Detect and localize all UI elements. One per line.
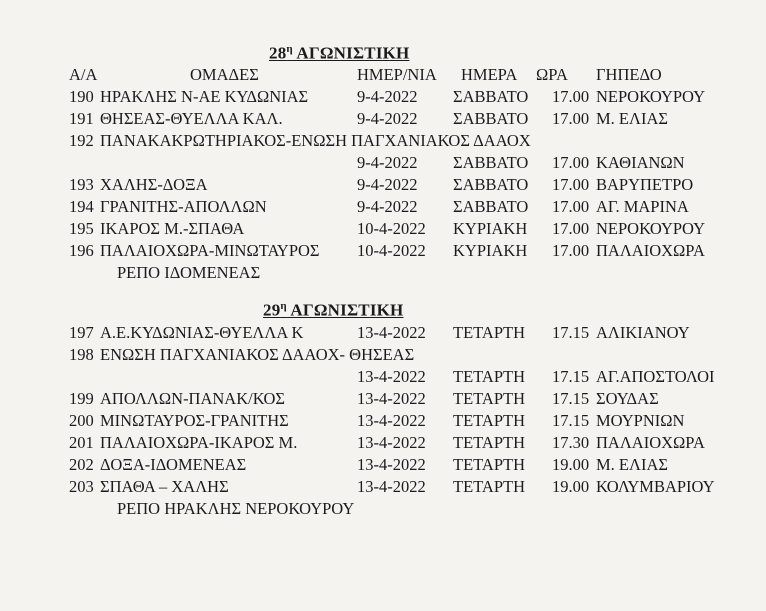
match-date: 13-4-2022	[357, 477, 426, 496]
match-number: 196	[69, 241, 94, 260]
match-day: ΣΑΒΒΑΤΟ	[453, 87, 529, 106]
match-date: 13-4-2022	[357, 455, 426, 474]
match-teams: ΠΑΛΑΙΟΧΩΡΑ-ΙΚΑΡΟΣ Μ.	[100, 433, 298, 452]
match-field: ΝΕΡΟΚΟΥΡΟΥ	[596, 87, 706, 106]
match-number: 202	[69, 455, 94, 474]
match-teams: ΕΝΩΣΗ ΠΑΓΧΑΝΙΑΚΟΣ ΔΑΑΟΧ- ΘΗΣΕΑΣ	[100, 345, 415, 364]
match-day: ΚΥΡΙΑΚΗ	[453, 219, 528, 238]
match-field: ΜΟΥΡΝΙΩΝ	[596, 411, 685, 430]
table-row	[0, 152, 766, 174]
match-date: 13-4-2022	[357, 433, 426, 452]
match-teams: ΔΟΞΑ-ΙΔΟΜΕΝΕΑΣ	[100, 455, 247, 474]
match-number: 200	[69, 411, 94, 430]
bye-note-text: ΡΕΠΟ ΙΔΟΜΕΝΕΑΣ	[117, 263, 261, 282]
match-field: Μ. ΕΛΙΑΣ	[596, 455, 668, 474]
match-teams: ΗΡΑΚΛΗΣ Ν-ΑΕ ΚΥΔΩΝΙΑΣ	[100, 87, 309, 106]
table-row	[0, 196, 766, 218]
match-number: 199	[69, 389, 94, 408]
match-number: 197	[69, 323, 94, 342]
match-day: ΤΕΤΑΡΤΗ	[453, 433, 526, 452]
header-time: ΩΡΑ	[536, 65, 568, 84]
match-time: 17.15	[552, 411, 590, 430]
table-row	[0, 344, 766, 366]
match-time: 17.00	[552, 175, 590, 194]
table-row	[0, 432, 766, 454]
match-day: ΤΕΤΑΡΤΗ	[453, 323, 526, 342]
match-number: 195	[69, 219, 94, 238]
match-day: ΣΑΒΒΑΤΟ	[453, 153, 529, 172]
match-field: ΑΓ. ΜΑΡΙΝΑ	[596, 197, 689, 216]
match-time: 17.00	[552, 197, 590, 216]
table-row	[0, 240, 766, 262]
match-day: ΤΕΤΑΡΤΗ	[453, 367, 526, 386]
header-field: ΓΗΠΕΔΟ	[596, 65, 662, 84]
match-field: ΑΛΙΚΙΑΝΟΥ	[596, 323, 690, 342]
match-number: 203	[69, 477, 94, 496]
match-field: ΚΑΘΙΑΝΩΝ	[596, 153, 685, 172]
match-time: 17.15	[552, 323, 590, 342]
match-time: 17.00	[552, 219, 590, 238]
match-day: ΣΑΒΒΑΤΟ	[453, 109, 529, 128]
match-date: 9-4-2022	[357, 197, 418, 216]
match-day: ΚΥΡΙΑΚΗ	[453, 241, 528, 260]
table-row	[0, 218, 766, 240]
match-teams: ΣΠΑΘΑ – ΧΑΛΗΣ	[100, 477, 229, 496]
match-number: 190	[69, 87, 94, 106]
match-time: 19.00	[552, 455, 590, 474]
match-time: 17.00	[552, 153, 590, 172]
match-teams: ΧΑΛΗΣ-ΔΟΞΑ	[100, 175, 208, 194]
match-date: 13-4-2022	[357, 323, 426, 342]
match-day: ΤΕΤΑΡΤΗ	[453, 411, 526, 430]
match-time: 17.00	[552, 241, 590, 260]
match-time: 17.00	[552, 109, 590, 128]
match-date: 13-4-2022	[357, 411, 426, 430]
match-time: 19.00	[552, 477, 590, 496]
match-date: 13-4-2022	[357, 389, 426, 408]
match-number: 201	[69, 433, 94, 452]
match-time: 17.15	[552, 389, 590, 408]
match-number: 191	[69, 109, 94, 128]
match-teams: ΑΠΟΛΛΩΝ-ΠΑΝΑΚ/ΚΟΣ	[100, 389, 286, 408]
match-teams: ΠΑΝΑΚΑΚΡΩΤΗΡΙΑΚΟΣ-ΕΝΩΣΗ ΠΑΓΧΑΝΙΑΚΟΣ ΔΑΑΟΧ	[100, 131, 531, 150]
table-row	[0, 108, 766, 130]
header-row	[0, 64, 766, 86]
match-teams: ΓΡΑΝΙΤΗΣ-ΑΠΟΛΛΩΝ	[100, 197, 267, 216]
match-field: ΑΓ.ΑΠΟΣΤΟΛΟΙ	[596, 367, 715, 386]
match-date: 13-4-2022	[357, 367, 426, 386]
match-day: ΤΕΤΑΡΤΗ	[453, 455, 526, 474]
match-number: 194	[69, 197, 94, 216]
match-number: 192	[69, 131, 94, 150]
table-row	[0, 410, 766, 432]
match-date: 9-4-2022	[357, 109, 418, 128]
match-number: 198	[69, 345, 94, 364]
section-title-28: $28^\eta$ ΑΓΩΝΙΣΤΙΚΗ	[269, 43, 410, 63]
match-teams: ΠΑΛΑΙΟΧΩΡΑ-ΜΙΝΩΤΑΥΡΟΣ	[100, 241, 320, 260]
match-day: ΤΕΤΑΡΤΗ	[453, 477, 526, 496]
header-aa: Α/Α	[69, 65, 98, 84]
match-date: 9-4-2022	[357, 153, 418, 172]
section-title-29: $29^\eta$ ΑΓΩΝΙΣΤΙΚΗ	[263, 300, 404, 320]
match-teams: Α.Ε.ΚΥΔΩΝΙΑΣ-ΘΥΕΛΛΑ Κ	[100, 323, 304, 342]
match-date: 10-4-2022	[357, 241, 426, 260]
table-row	[0, 130, 766, 152]
match-number: 193	[69, 175, 94, 194]
match-time: 17.15	[552, 367, 590, 386]
table-row	[0, 86, 766, 108]
bye-note-text: ΡΕΠΟ ΗΡΑΚΛΗΣ ΝΕΡΟΚΟΥΡΟΥ	[117, 499, 355, 518]
table-row	[0, 454, 766, 476]
table-row	[0, 366, 766, 388]
table-row	[0, 388, 766, 410]
match-day: ΤΕΤΑΡΤΗ	[453, 389, 526, 408]
match-time: 17.00	[552, 87, 590, 106]
match-field: Μ. ΕΛΙΑΣ	[596, 109, 668, 128]
table-row	[0, 174, 766, 196]
table-row	[0, 476, 766, 498]
match-day: ΣΑΒΒΑΤΟ	[453, 175, 529, 194]
bye-note	[0, 262, 766, 284]
match-field: ΣΟΥΔΑΣ	[596, 389, 659, 408]
header-day: ΗΜΕΡΑ	[461, 65, 518, 84]
match-field: ΝΕΡΟΚΟΥΡΟΥ	[596, 219, 706, 238]
bye-note	[0, 498, 766, 520]
match-teams: ΙΚΑΡΟΣ Μ.-ΣΠΑΘΑ	[100, 219, 245, 238]
match-teams: ΘΗΣΕΑΣ-ΘΥΕΛΛΑ ΚΑΛ.	[100, 109, 283, 128]
match-field: ΠΑΛΑΙΟΧΩΡΑ	[596, 433, 705, 452]
match-time: 17.30	[552, 433, 590, 452]
header-date: ΗΜΕΡ/ΝΙΑ	[357, 65, 437, 84]
match-date: 9-4-2022	[357, 175, 418, 194]
header-teams: ΟΜΑΔΕΣ	[190, 65, 259, 84]
match-day: ΣΑΒΒΑΤΟ	[453, 197, 529, 216]
match-field: ΒΑΡΥΠΕΤΡΟ	[596, 175, 694, 194]
match-field: ΚΟΛΥΜΒΑΡΙΟΥ	[596, 477, 715, 496]
match-date: 9-4-2022	[357, 87, 418, 106]
match-field: ΠΑΛΑΙΟΧΩΡΑ	[596, 241, 705, 260]
match-teams: ΜΙΝΩΤΑΥΡΟΣ-ΓΡΑΝΙΤΗΣ	[100, 411, 289, 430]
match-date: 10-4-2022	[357, 219, 426, 238]
table-row	[0, 322, 766, 344]
